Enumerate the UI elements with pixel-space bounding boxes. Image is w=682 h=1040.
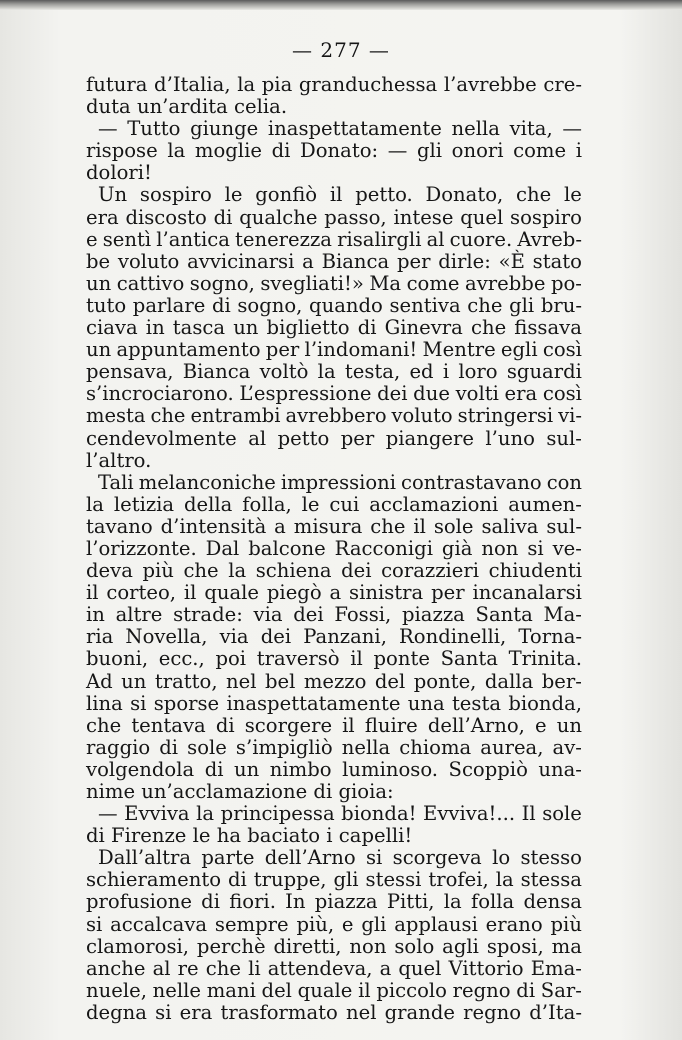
text-line: profusione di fiori. In piazza Pitti, la folla densa [86, 890, 582, 914]
text-line: Dall’altra parte dell’Arno si scorgeva lo stesso [98, 846, 582, 870]
text-line: il corteo, il quale piegò a sinistra per incanalarsi [86, 581, 582, 605]
text-line: degna si era trasformato nel grande regno d’Ita- [86, 1000, 582, 1024]
text-line: lina si sporse inaspettatamente una testa bionda, [86, 691, 582, 715]
text-line: rispose la moglie di Donato: — gli onori come i [86, 139, 582, 163]
text-line: be voluto avvicinarsi a Bianca per dirle: «È stato [86, 249, 582, 273]
text-line: buoni, ecc., poi traversò il ponte Santa Trinita. [86, 647, 582, 671]
text-line: nime un’acclamazione di gioia: [86, 780, 394, 803]
text-line: cendevolmente al petto per piangere l’uno sul- [86, 426, 582, 450]
text-line: si accalcava sempre più, e gli applausi erano più [86, 912, 582, 936]
text-line: raggio di sole s’impigliò nella chioma aurea, av- [86, 735, 582, 759]
text-line: Un sospiro le gonfiò il petto. Donato, che le [98, 183, 582, 207]
page-top-edge [0, 0, 682, 10]
text-line: di Firenze le ha baciato i capelli! [86, 824, 413, 848]
text-line: che tentava di scorgere il fluire dell’Arno, e un [86, 713, 582, 737]
text-line: in altre strade: via dei Fossi, piazza Santa Ma- [86, 603, 582, 627]
text-line: dolori! [86, 161, 152, 185]
text-line: clamorosi, perchè diretti, non solo agli sposi, ma [86, 934, 582, 958]
text-line: tuto parlare di sogno, quando sentiva che gli bru- [86, 293, 582, 317]
text-line: ria Novella, via dei Panzani, Rondinelli, Torna- [86, 625, 582, 649]
text-line: tavano d’intensità a misura che il sole saliva sul- [86, 514, 582, 538]
text-line: futura d’Italia, la pia granduchessa l’avrebbe cre- [86, 73, 582, 96]
text-line: e sentì l’antica tenerezza risalirgli al cuore. Avreb- [86, 227, 582, 251]
text-line: pensava, Bianca voltò la testa, ed i loro sguardi [86, 360, 582, 384]
text-line: anche al re che li attendeva, a quel Vittorio Ema- [86, 956, 582, 980]
text-line: schieramento di truppe, gli stessi trofei, la stessa [86, 868, 582, 892]
page-number: — 277 — [292, 38, 390, 62]
text-line: la letizia della folla, le cui acclamazioni aumen- [86, 492, 582, 516]
text-line: Tali melanconiche impressioni contrastavano con [98, 470, 582, 494]
text-line: l’altro. [86, 448, 152, 472]
text-line: un appuntamento per l’indomani! Mentre egli così [86, 338, 582, 362]
text-line: nuele, nelle mani del quale il piccolo regno di Sar- [86, 978, 582, 1002]
text-line: un cattivo sogno, svegliati!» Ma come avrebbe po- [86, 271, 582, 295]
body-text [86, 74, 582, 1024]
text-line: ciava in tasca un biglietto di Ginevra che fissava [86, 316, 582, 340]
text-line: mesta che entrambi avrebbero voluto stringersi vi- [86, 404, 582, 428]
text-line: l’orizzonte. Dal balcone Racconigi già non si ve- [86, 536, 582, 560]
text-line: volgendola di un nimbo luminoso. Scoppiò una- [86, 757, 582, 781]
text-line: era discosto di qualche passo, intese quel sospiro [86, 205, 582, 229]
text-line: duta un’ardita celia. [86, 95, 288, 119]
text-line: Ad un tratto, nel bel mezzo del ponte, dalla ber- [86, 669, 582, 693]
text-line: — Tutto giunge inaspettatamente nella vita, — [98, 117, 582, 141]
text-line: — Evviva la principessa bionda! Evviva!... Il sole [98, 802, 582, 826]
text-line: s’incrociarono. L’espressione dei due volti era così [86, 382, 582, 406]
text-line: deva più che la schiena dei corazzieri chiudenti [86, 559, 582, 583]
